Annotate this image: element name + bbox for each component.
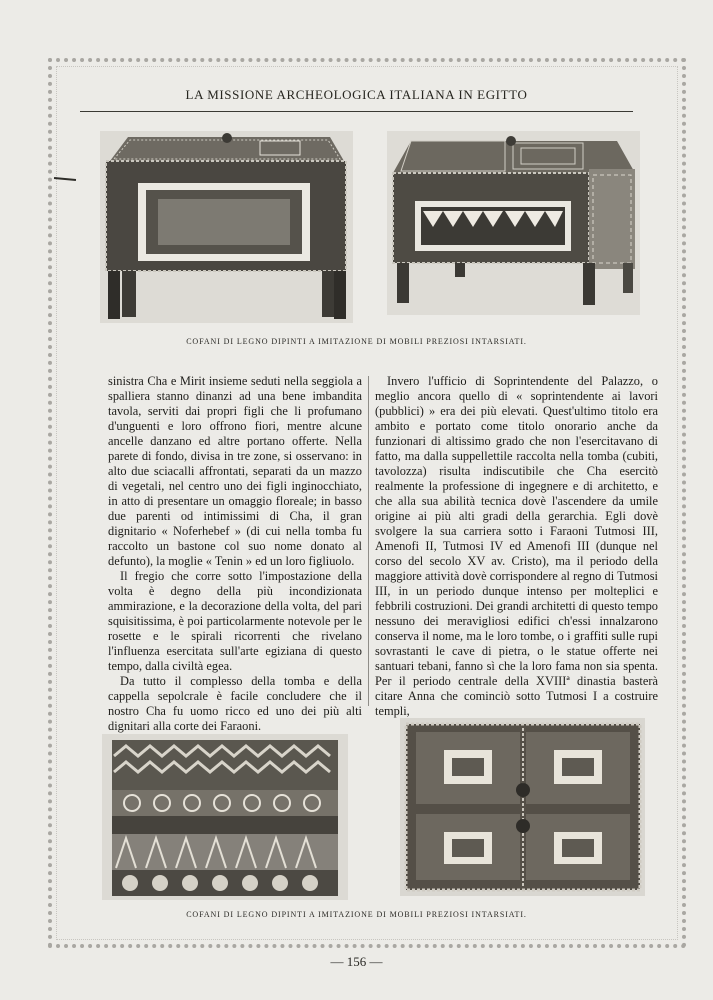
caption-bottom: COFANI DI LEGNO DIPINTI A IMITAZIONE DI MOBILI PREZIOSI INTARSIATI. [186, 910, 527, 919]
figure-chest-top-left [100, 131, 353, 323]
caption-top: COFANI DI LEGNO DIPINTI A IMITAZIONE DI MOBILI PREZIOSI INTARSIATI. [186, 337, 527, 346]
chest-top-left-image [100, 131, 353, 323]
running-head: LA MISSIONE ARCHEOLOGICA ITALIANA IN EGITTO [185, 87, 528, 102]
figure-chest-top-right [387, 131, 640, 315]
left-paragraph-2: Il fregio che corre sotto l'impostazione della volta è degno della più incondizionata ammirazione, e la decorazione della volta, del pari squisitissima, è poi particolarmente notevole per le rosette e le spirali ricorrenti che rivelano l'influenza esercitata sull'arte egiziana di questo tempo, dalla civiltà egea. [108, 569, 362, 673]
figure-chest-bottom-right [400, 718, 645, 896]
chest-bottom-right-image [400, 718, 645, 896]
header-rule [80, 111, 633, 112]
left-column [108, 374, 362, 734]
left-paragraph-3: Da tutto il complesso della tomba e della cappella sepolcrale è facile concludere che il nostro Cha fu uomo ricco ed uno dei più alti dignitari alla corte dei Faraoni. [108, 674, 362, 733]
chest-bottom-left-image [102, 734, 348, 900]
chest-top-right-image [387, 131, 640, 315]
figure-chest-bottom-left [102, 734, 348, 900]
page-number: — 156 — [330, 954, 383, 969]
right-column [375, 374, 658, 719]
left-paragraph-1: sinistra Cha e Mirit insieme seduti nella seggiola a spalliera stanno dinanzi ad una bene imbandita tavola, serviti dai propri figli che li profumano d'unguenti e loro offrono fiori, mentre alcune ancelle danzano ed altre portano offerte. Nella parete di fondo, divisa in tre zone, si osservano: in alto due sciacalli affrontati, separati da un mazzo di vegetali, nel centro uno dei figli inginocchiato, in atto di presentare un omaggio floreale; in basso due parenti od intimissimi di Cha, il gran dignitario « Noferhebef » (di cui nella tomba fu raccolto un bastone col suo nome donato al defunto), la moglie « Tenin » ed un loro figliuolo. [108, 374, 362, 568]
column-divider [368, 376, 369, 706]
right-paragraph-1: Invero l'ufficio di Soprintendente del Palazzo, o meglio ancora quello di « soprintendente ai lavori (pubblici) » era dei più elevati. Quest'ultimo titolo era ambito e portato come titolo onorario anche da funzionari di altissimo grado che non l'esercitavano di fatto, ma dalla suppellettile raccolta nella tomba (cubiti, tavolozza) risulta indiscutibile che Cha esercitò realmente la professione di ingegnere e di architetto, e che alla sua abilità tecnica dovè l'ascendere da umile origine ai più alti gradi della gerarchia. Egli dovè svolgere la sua carriera sotto i Faraoni Tutmosi III, Amenofi II, Tutmosi IV ed Amenofi III (dunque nel corso del secolo XV av. Cristo), ma il periodo della maggiore attività dovè corrispondere al regno di Tutmosi III, in un periodo dunque intenso per molteplici e febbrili costruzioni. Dei grandi architetti di questo tempo nessuno dei meravigliosi edifici ch'essi innalzarono conserva il nome, ma le loro tombe, o i graffiti sulle rupi sovrastanti le cave di pietra, o le statue offerte nei santuari tebani, fanno sì che la loro fama non sia spenta. Per il periodo centrale della XVIIIª dinastia basterà citare Anna che cominciò sotto Tutmosi I a costruire templi, [375, 374, 658, 718]
